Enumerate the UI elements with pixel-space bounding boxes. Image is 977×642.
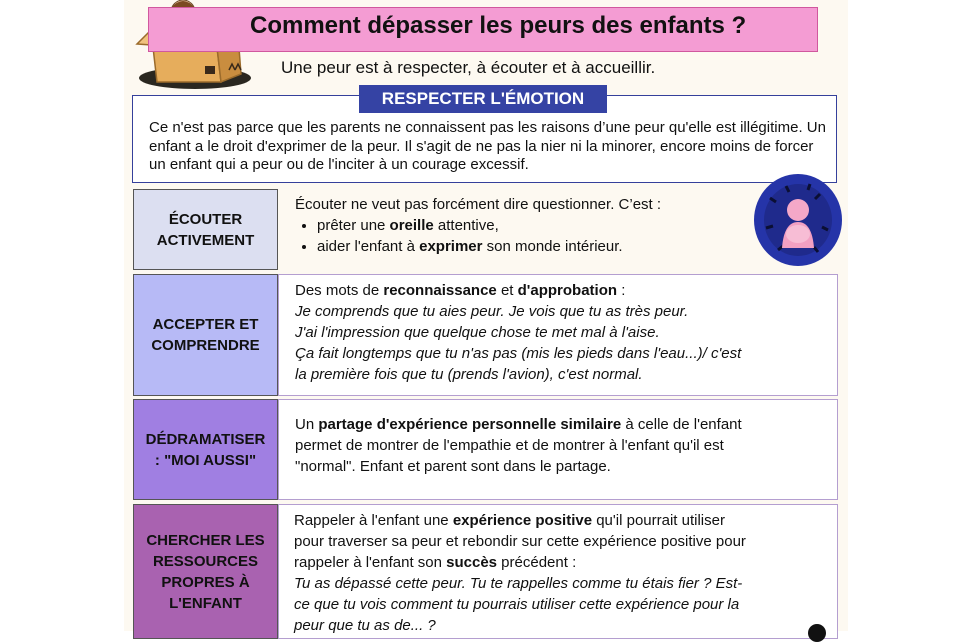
list-item: • prêter une oreille attentive, bbox=[317, 215, 755, 236]
label-line: RESSOURCES bbox=[152, 552, 258, 570]
respect-emotion-badge: RESPECTER L'ÉMOTION bbox=[359, 85, 607, 113]
accepter-content bbox=[295, 280, 835, 385]
label-line: DÉDRAMATISER bbox=[145, 430, 266, 448]
list-item: • aider l'enfant à exprimer son monde intérieur. bbox=[317, 236, 755, 257]
label-ressources bbox=[133, 504, 278, 639]
quote-line: la première fois que tu (prends l'avion), c'est normal. bbox=[295, 366, 643, 383]
label-line: CHERCHER LES bbox=[146, 531, 265, 549]
ecouter-content bbox=[295, 194, 755, 257]
label-line: : "MOI AUSSI" bbox=[154, 451, 257, 469]
label-accepter bbox=[133, 274, 278, 396]
label-line: ACCEPTER ET bbox=[152, 316, 259, 333]
label-line: PROPRES À bbox=[161, 573, 250, 591]
quote-line: Tu as dépassé cette peur. Tu te rappelles comme tu étais fier ? Est- bbox=[294, 575, 743, 592]
label-ecouter bbox=[133, 189, 278, 270]
quote-line: Je comprends que tu aies peur. Je vois que tu as très peur. bbox=[295, 303, 689, 320]
label-line: COMPRENDRE bbox=[151, 337, 260, 354]
quote-line: J'ai l'impression que quelque chose te met mal à l'aise. bbox=[295, 324, 660, 341]
ressources-content: Rappeler à l'enfant une expérience positive qu'il pourrait utiliser pour traverser sa peur et rebondir sur cette expérience positive pour rappeler à l'enfant son succès précédent : Tu as dépassé cette peur. Tu te rappelles comme tu étais fier ? Est- ce que tu vois comment tu pourrais utiliser cette expérience pour la peur que tu as de... ? bbox=[294, 510, 836, 636]
page-title: Comment dépasser les peurs des enfants ? bbox=[250, 12, 747, 39]
label-line: L'ENFANT bbox=[169, 594, 242, 612]
label-dedramatiser bbox=[133, 399, 278, 500]
label-line: ACTIVEMENT bbox=[156, 231, 255, 249]
quote-line: ce que tu vois comment tu pourrais utiliser cette expérience pour la bbox=[294, 596, 740, 613]
frightened-child-illustration bbox=[750, 168, 846, 268]
dedramatiser-content: Un partage d'expérience personnelle similaire à celle de l'enfant permet de montrer de l'empathie et de montrer à l'enfant qu'il est "normal". Enfant et parent sont dans le partage. bbox=[295, 416, 742, 475]
respect-emotion-text: Ce n'est pas parce que les parents ne connaissent pas les raisons d’une peur qu'elle est illégitime. Un enfant a le droit d'exprimer de la peur. Il s'agit de ne pas la nier ni la minorer, encore moins de forcer un enfant qui a peur ou de l'inciter à un courage excessif. bbox=[149, 119, 826, 173]
ecouter-intro: Écouter ne veut pas forcément dire questionner. C’est : bbox=[295, 196, 662, 213]
label-line: ÉCOUTER bbox=[168, 210, 243, 228]
accepter-intro: Des mots de reconnaissance et d'approbation : bbox=[295, 282, 626, 299]
dark-dot-icon bbox=[808, 624, 826, 642]
quote-line: Ça fait longtemps que tu n'as pas (mis les pieds dans l'eau...)/ c'est bbox=[295, 345, 742, 362]
page-subtitle: Une peur est à respecter, à écouter et à accueillir. bbox=[281, 58, 656, 77]
quote-line: peur que tu as de... ? bbox=[294, 617, 436, 634]
